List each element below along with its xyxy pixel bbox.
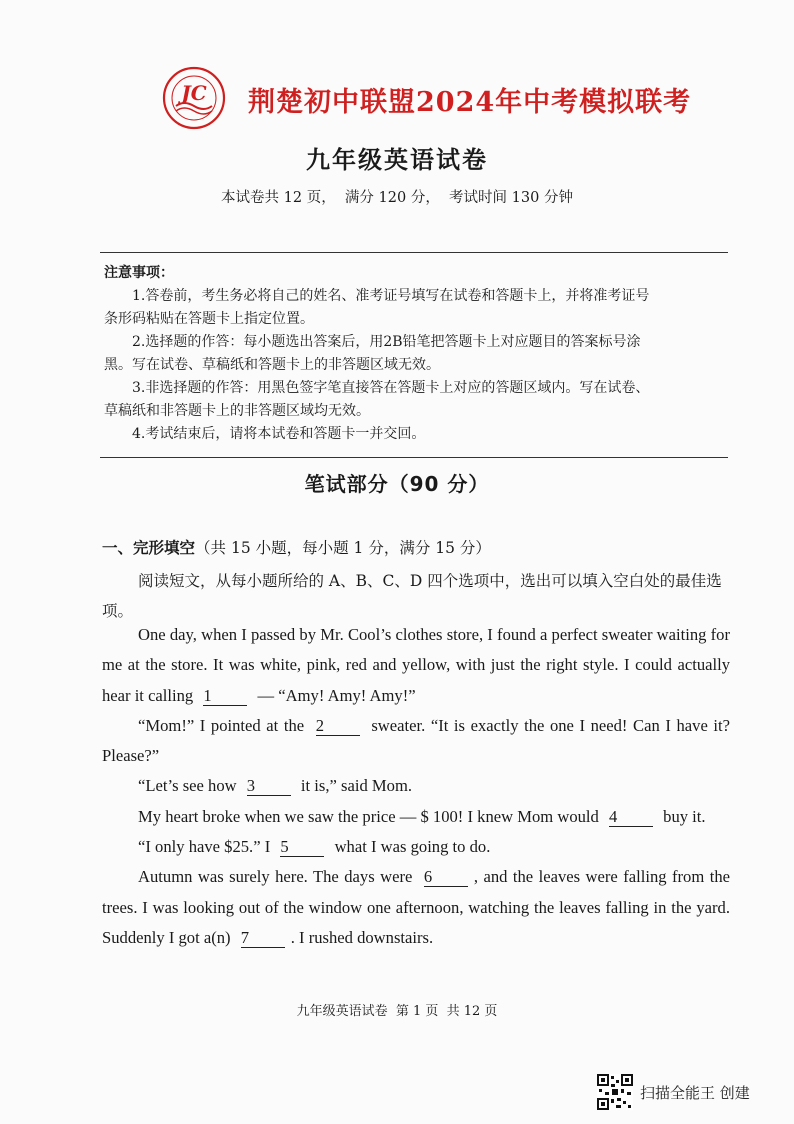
passage-text: “Mom!” I pointed at the [138,715,305,735]
instruction-text: 阅读短文，从每小题所给的 A、B、C、D 四个选项中，选出可以填入空白处的最佳选项。 [102,572,722,620]
blank-4[interactable]: 4 [609,808,653,827]
paper-info: 本试卷共 12 页， 满分 120 分， 考试时间 130 分钟 [221,190,573,206]
passage-paragraph [102,620,730,711]
paper-title: 九年级英语试卷 [306,145,488,174]
part-number: 一、 [102,539,134,557]
passage-text: “Let’s see how [138,776,237,796]
passage-text: . I rushed downstairs. [290,927,434,947]
passage-text: sweater. “It is exactly the one I need! Can I have it? Please?” [102,715,730,766]
passage-paragraph [102,802,730,832]
section-title: 笔试部分（90 分） [304,472,490,496]
page-footer: 九年级英语试卷 第 1 页 共 12 页 [296,1004,498,1019]
blank-5[interactable]: 5 [280,838,324,857]
passage-paragraph [102,832,730,862]
union-logo-icon [162,66,226,130]
cloze-passage [102,620,730,953]
notice-line: 草稿纸和非答题卡上的非答题区域均无效。 [104,403,370,419]
passage-text: it is,” said Mom. [300,776,413,796]
qr-code-icon [597,1074,633,1110]
passage-paragraph [102,711,730,772]
blank-7[interactable]: 7 [241,929,285,948]
notice-heading: 注意事项： [104,265,174,281]
notice-line: 条形码粘贴在答题卡上指定位置。 [104,311,314,327]
blank-1[interactable]: 1 [203,687,247,706]
passage-paragraph [102,862,730,953]
blank-6[interactable]: 6 [424,868,468,887]
notice-line: 1.答卷前，考生务必将自己的姓名、准考证号填写在试卷和答题卡上，并将准考证号 [132,288,650,304]
notice-block [104,262,732,446]
blank-2[interactable]: 2 [316,717,360,736]
logo-letters: JC [181,81,207,105]
passage-text: buy it. [663,806,706,826]
exam-title: 荆楚初中联盟2024年中考模拟联考 [248,87,692,118]
divider-top [100,252,728,253]
passage-text: , and the leaves were falling from the trees. I was looking out of the window one afternoon, watching the leaves falling in the yard. Suddenly I got a(n) [102,867,730,947]
passage-text: One day, when I passed by Mr. Cool’s clothes store, I found a perfect sweater waiting for me at the store. It was white, pink, red and yellow, with just the right style. I could actually hear it calling [102,625,730,705]
divider-bottom [100,457,728,458]
scanner-watermark: 扫描全能王 创建 [640,1084,750,1102]
notice-line: 黑。写在试卷、草稿纸和答题卡上的非答题区域无效。 [104,357,440,373]
part-title [102,536,491,558]
passage-text: Autumn was surely here. The days were [138,867,413,887]
passage-text: what I was going to do. [334,837,491,857]
passage-text: — “Amy! Amy! Amy!” [257,685,416,705]
passage-paragraph [102,771,730,801]
part-name: 完形填空 [133,539,196,557]
part-note: （共 15 小题，每小题 1 分，满分 15 分） [195,539,491,557]
passage-text: My heart broke when we saw the price — $ 100! I knew Mom would [138,806,599,826]
notice-line: 2.选择题的作答：每小题选出答案后，用2B铅笔把答题卡上对应题目的答案标号涂 [132,334,641,350]
blank-3[interactable]: 3 [247,777,291,796]
notice-line: 4.考试结束后，请将本试卷和答题卡一并交回。 [132,426,426,442]
instruction [102,566,728,626]
passage-text: “I only have $25.” I [138,837,271,857]
notice-line: 3.非选择题的作答：用黑色签字笔直接答在答题卡上对应的答题区域内。写在试卷、 [132,380,650,396]
